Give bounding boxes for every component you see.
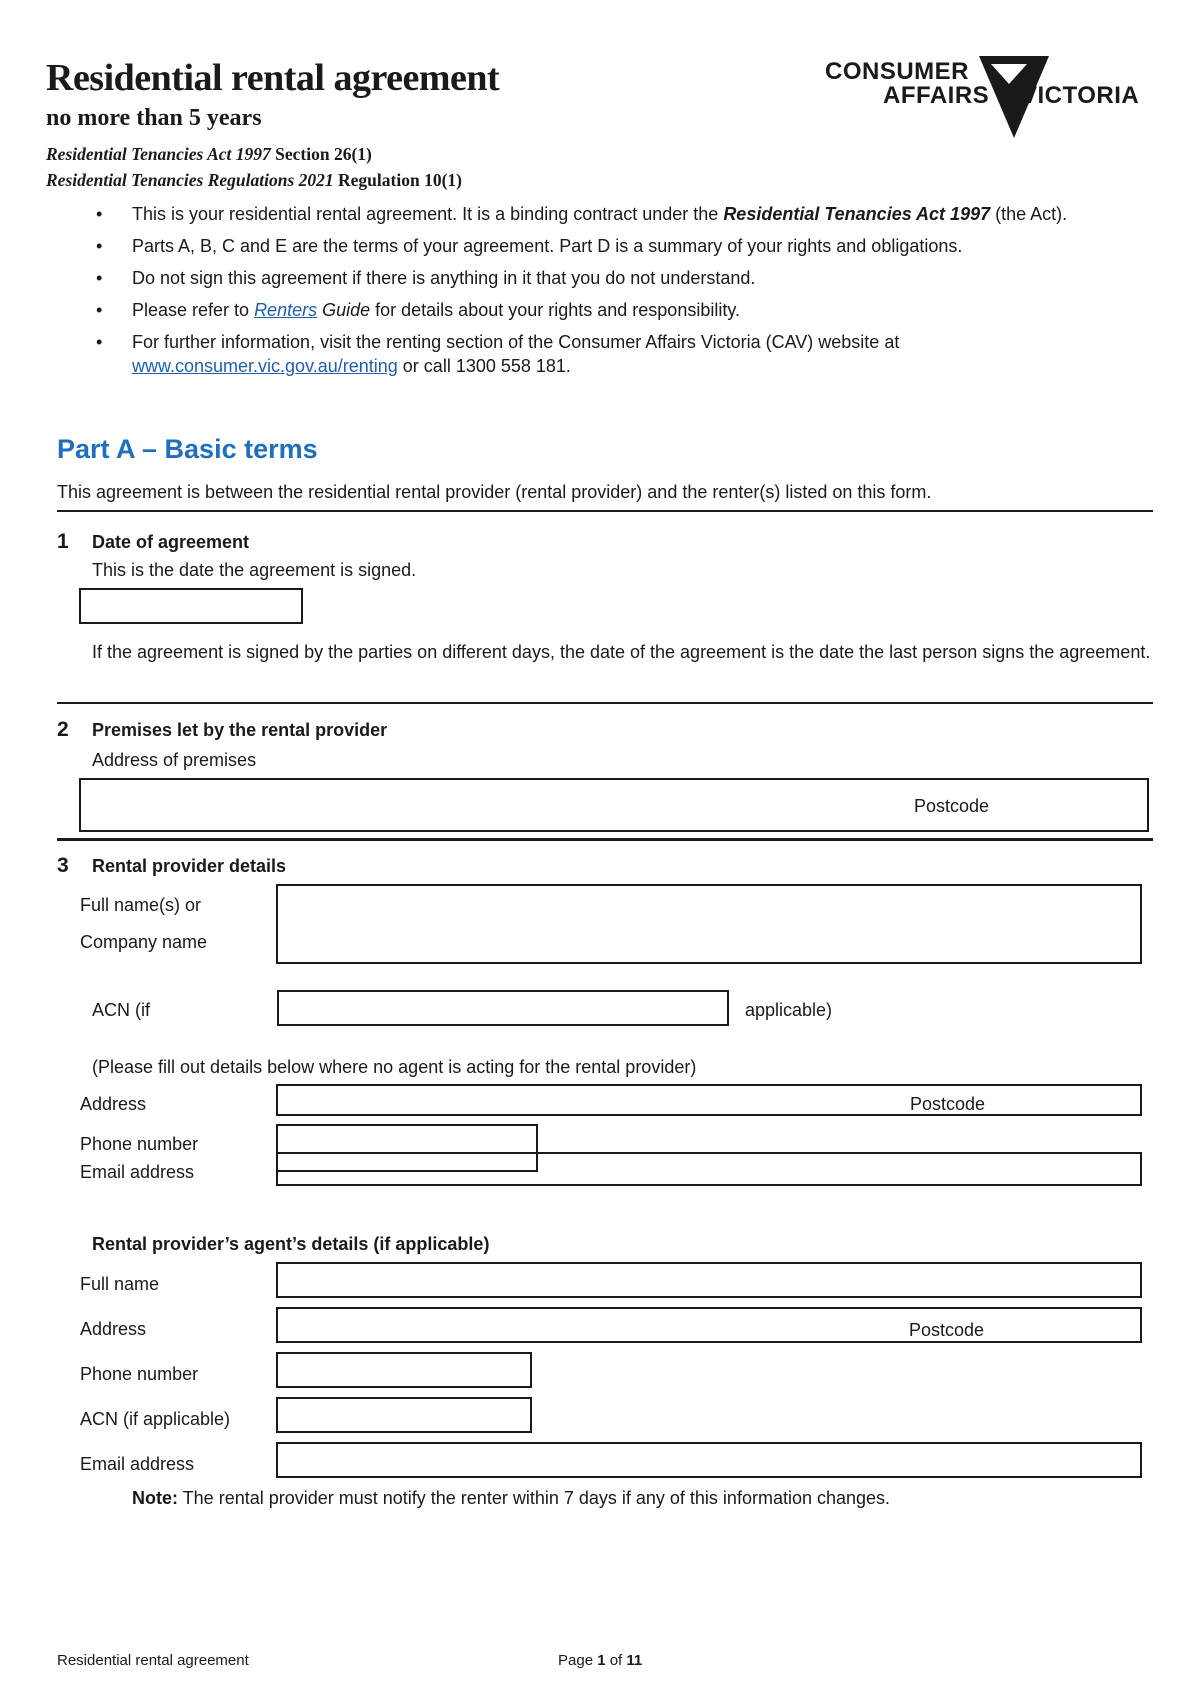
fill-out-note: (Please fill out details below where no agent is acting for the rental provider) xyxy=(92,1057,697,1077)
agent-email-input[interactable] xyxy=(276,1442,1142,1478)
agent-address-label: Address xyxy=(80,1319,147,1339)
divider xyxy=(57,702,1153,704)
bullet-item: • Do not sign this agreement if there is anything in it that you do not understand. xyxy=(96,266,1146,290)
part-a-title: Part A – Basic terms xyxy=(57,434,318,464)
note-text: The rental provider must notify the renter within 7 days if any of this information changes. xyxy=(178,1488,891,1508)
page-number: Page 1 of 11 xyxy=(558,1652,643,1669)
agent-acn-label: ACN (if applicable) xyxy=(80,1409,231,1429)
provider-postcode-label: Postcode xyxy=(910,1094,986,1114)
footer-document-name: Residential rental agreement xyxy=(57,1652,249,1669)
act-reference xyxy=(46,144,372,165)
intro-bullet-list xyxy=(96,202,1146,386)
divider xyxy=(57,838,1153,841)
provider-phone-label: Phone number xyxy=(80,1134,199,1154)
acn-label: ACN (if xyxy=(92,1000,150,1020)
agent-note xyxy=(132,1486,890,1510)
page-title: Residential rental agreement xyxy=(46,57,500,99)
section-1-description: This is the date the agreement is signed. xyxy=(92,560,417,580)
agent-acn-input[interactable] xyxy=(276,1397,532,1433)
acn-label-tail: applicable) xyxy=(745,1000,833,1020)
section-3-number: 3 xyxy=(57,854,69,877)
logo-line-2b: VICTORIA xyxy=(1021,82,1140,109)
agent-address-input[interactable] xyxy=(276,1307,1142,1343)
section-1-note: If the agreement is signed by the parties on different days, the date of the agreement is the date the last person signs the agreement. xyxy=(92,642,1151,662)
consumer-affairs-victoria-logo xyxy=(825,54,1140,144)
provider-address-label: Address xyxy=(80,1094,147,1114)
bullet-item: • For further information, visit the renting section of the Consumer Affairs Victoria (CAV) website at www.consumer.vic.gov.au/renting or call 1300 558 181. xyxy=(96,330,1146,378)
agent-heading: Rental provider’s agent’s details (if applicable) xyxy=(92,1234,490,1254)
cav-website-link[interactable]: www.consumer.vic.gov.au/renting xyxy=(132,356,398,376)
provider-address-input[interactable] xyxy=(276,1084,1142,1116)
fullname-label-line1: Full name(s) or xyxy=(80,895,202,915)
regulation-name: Residential Tenancies Regulations 2021 xyxy=(46,170,334,190)
logo-line-1: CONSUMER xyxy=(825,58,970,85)
agent-fullname-label: Full name xyxy=(80,1274,160,1294)
agent-phone-label: Phone number xyxy=(80,1364,199,1384)
section-3-heading: Rental provider details xyxy=(92,856,287,876)
renters-guide-link[interactable]: Renters xyxy=(254,300,318,320)
provider-email-label: Email address xyxy=(80,1162,195,1182)
bullet-item: • Parts A, B, C and E are the terms of your agreement. Part D is a summary of your rights and obligations. xyxy=(96,234,1146,258)
section-2-heading: Premises let by the rental provider xyxy=(92,720,388,740)
agent-postcode-label: Postcode xyxy=(909,1320,985,1340)
act-name: Residential Tenancies Act 1997 xyxy=(46,144,271,164)
address-of-premises-label: Address of premises xyxy=(92,750,257,770)
section-2-number: 2 xyxy=(57,718,69,741)
regulation-section: Regulation 10(1) xyxy=(338,170,462,190)
provider-phone-input[interactable] xyxy=(276,1124,538,1172)
premises-postcode-label: Postcode xyxy=(914,796,990,816)
logo-line-2a: AFFAIRS xyxy=(883,82,990,109)
bullet-item: • Please refer to Renters Guide for details about your rights and responsibility. xyxy=(96,298,1146,322)
page-subtitle: no more than 5 years xyxy=(46,105,262,131)
agent-email-label: Email address xyxy=(80,1454,195,1474)
section-1-number: 1 xyxy=(57,530,69,553)
agent-fullname-input[interactable] xyxy=(276,1262,1142,1298)
regulation-reference xyxy=(46,170,462,191)
note-label: Note: xyxy=(132,1488,178,1508)
date-of-agreement-input[interactable] xyxy=(79,588,303,624)
bullet-item: • This is your residential rental agreement. It is a binding contract under the Residential Tenancies Act 1997 (the Act). xyxy=(96,202,1146,226)
part-a-intro: This agreement is between the residential rental provider (rental provider) and the renter(s) listed on this form. xyxy=(57,482,932,502)
divider xyxy=(57,510,1153,512)
fullname-label-line2: Company name xyxy=(80,932,208,952)
section-1-heading: Date of agreement xyxy=(92,532,250,552)
act-section: Section 26(1) xyxy=(275,144,372,164)
provider-acn-input[interactable] xyxy=(277,990,729,1026)
provider-fullname-input[interactable] xyxy=(276,884,1142,964)
agent-phone-input[interactable] xyxy=(276,1352,532,1388)
